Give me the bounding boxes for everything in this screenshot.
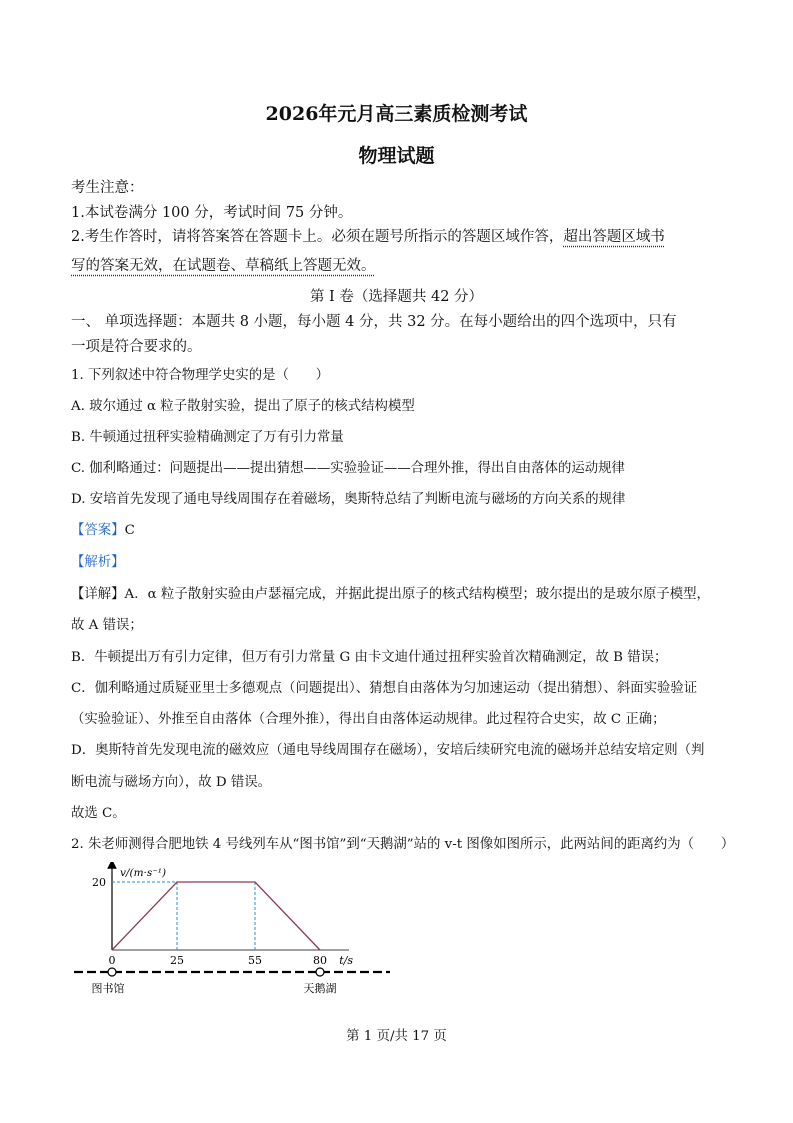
section-instructions-2: 一项是符合要求的。 [71, 339, 202, 355]
notice-item-2-text: 2.考生作答时，请将答案答在答题卡上。必须在题号所指示的答题区域作答， [71, 229, 564, 245]
x-tick-label: 55 [248, 954, 262, 967]
q1-detail-line-1: 【详解】A．α 粒子散射实验由卢瑟福完成，并据此提出原子的核式结构模型；玻尔提出的是玻尔原子模型， [71, 587, 710, 602]
answer-tag: 【答案】 [71, 523, 125, 538]
q1-detail-line-5: （实验验证）、外推至自由落体（合理外推），得出自由落体运动规律。此过程符合史实，故 C 正确； [71, 712, 666, 727]
q1-option-c: C. 伽利略通过：问题提出——提出猜想——实验验证——合理外推，得出自由落体的运动规律 [71, 461, 625, 476]
notice-item-2-emphasis: 超出答题区域书 [563, 229, 665, 245]
exam-subtitle: 物理试题 [358, 145, 435, 167]
x-tick-label: 80 [313, 954, 327, 967]
q1-analysis-tag: 【解析】 [71, 555, 125, 570]
notice-item-2-cont: 写的答案无效，在试题卷、草稿纸上答题无效。 [71, 258, 376, 274]
station-label-start: 图书馆 [91, 982, 125, 995]
q1-stem: 1. 下列叙述中符合物理学史实的是（ ） [71, 368, 330, 383]
answer-value: C [124, 523, 135, 538]
q1-detail-line-4: C．伽利略通过质疑亚里士多德观点（问题提出）、猜想自由落体为匀加速运动（提出猜想）、斜面实验验证 [71, 681, 698, 696]
q1-answer [71, 519, 135, 538]
y-tick-label: 20 [92, 876, 106, 889]
q1-option-b: B. 牛顿通过扭秤实验精确测定了万有引力常量 [71, 430, 344, 445]
x-tick-label: 25 [170, 954, 184, 967]
station-label-end: 天鹅湖 [303, 982, 337, 995]
x-axis-label: t/s [339, 954, 353, 967]
series-line [112, 882, 320, 950]
section-instructions-1: 一、 单项选择题：本题共 8 小题，每小题 4 分，共 32 分。在每小题给出的四个选项中，只有 [71, 314, 677, 330]
exam-title: 2026年元月高三素质检测考试 [265, 103, 528, 125]
notice-heading: 考生注意： [71, 180, 144, 196]
q1-detail-line-7: 断电流与磁场方向），故 D 错误。 [71, 775, 272, 790]
station-marker-end [316, 968, 324, 976]
notice-item-2 [71, 225, 665, 246]
page-footer: 第 1 页/共 17 页 [346, 1029, 447, 1044]
q1-detail-line-2: 故 A 错误； [71, 618, 143, 633]
q1-conclusion: 故选 C。 [71, 806, 126, 821]
q1-detail-line-6: D．奥斯特首先发现电流的磁效应（通电导线周围存在磁场），安培后续研究电流的磁场并总结安培定则（判 [71, 743, 705, 758]
vt-graph [60, 862, 390, 1002]
q1-option-d: D. 安培首先发现了通电导线周围存在着磁场，奥斯特总结了判断电流与磁场的方向关系的规律 [71, 492, 626, 507]
q1-option-a: A. 玻尔通过 α 粒子散射实验，提出了原子的核式结构模型 [71, 399, 415, 414]
q1-detail-line-3: B．牛顿提出万有引力定律，但万有引力常量 G 由卡文迪什通过扭秤实验首次精确测定，故 B 错误； [71, 650, 668, 665]
q2-stem: 2. 朱老师测得合肥地铁 4 号线列车从“图书馆”到“天鹅湖”站的 v-t 图像如图所示，此两站间的距离约为（ ） [71, 837, 735, 852]
section-title: 第 I 卷（选择题共 42 分） [309, 289, 484, 305]
x-tick-label: 0 [108, 954, 116, 967]
notice-item-1: 1.本试卷满分 100 分，考试时间 75 分钟。 [71, 205, 353, 221]
station-marker-start [108, 968, 116, 976]
y-axis-label: v/(m·s⁻¹) [120, 867, 167, 879]
